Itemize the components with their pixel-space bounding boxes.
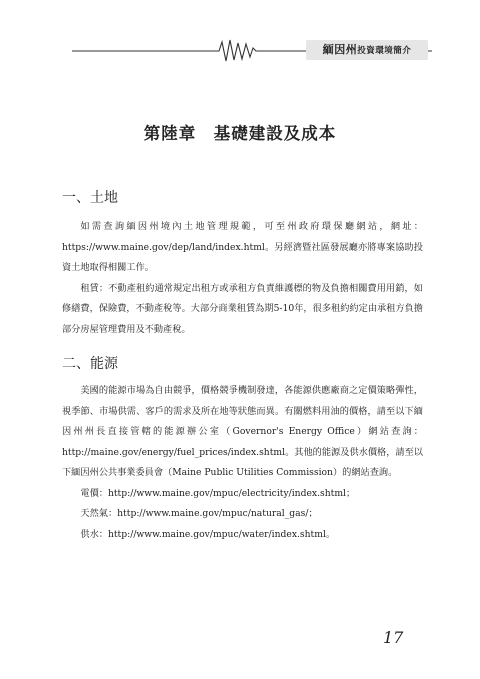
paragraph: 如需查詢緬因州境內土地管理規範，可至州政府環保廳網站，網址：https://www.maine.gov/dep/land/index.html。另經濟暨社區發展廳亦將專案協助投資土地取得相關工作。 xyxy=(62,221,423,273)
section-body-energy xyxy=(62,381,423,545)
header-title-sub: 投資環境簡介 xyxy=(357,46,412,56)
page-number: 17 xyxy=(383,628,404,647)
link-water: 供水：http://www.maine.gov/mpuc/water/index.shtml。 xyxy=(80,528,336,540)
header-title xyxy=(306,40,428,60)
page-header xyxy=(0,36,480,66)
header-title-main: 緬因州 xyxy=(322,43,358,56)
link-natural-gas: 天然氣：http://www.maine.gov/mpuc/natural_gas/； xyxy=(80,508,318,519)
link-electricity: 電價：http://www.maine.gov/mpuc/electricity/index.shtml； xyxy=(80,487,356,499)
chapter-title: 第陸章 基礎建設及成本 xyxy=(143,124,337,143)
paragraph: 美國的能源市場為自由競爭，價格競爭機制發達，各能源供應廠商之定價策略彈性，視季節、市場供需、客戶的需求及所在地等狀態而異。有關燃料用油的價格，請至以下緬因州州長直接管轄的能源辦公室（Governor's Energy Office）網站查詢：http://maine.gov/energy/fuel_prices/index.shtml。其他的能源及供水價格，請至以下緬因州公共事業委員會（Maine Public Utilities Commission）的網站查詢。 xyxy=(62,385,423,478)
section-heading-energy: 二、能源 xyxy=(62,356,118,372)
section-heading-land: 一、土地 xyxy=(62,190,118,206)
section-body-land xyxy=(62,217,423,340)
paragraph: 租賃：不動產租約通常規定出租方或承租方負責維護標的物及負擔相關費用用銷，如修繕費，保險費，不動產稅等。大部分商業租賃為期5-10年，很多租約約定由承租方負擔部分房屋管理費用及不動產稅。 xyxy=(62,282,423,335)
